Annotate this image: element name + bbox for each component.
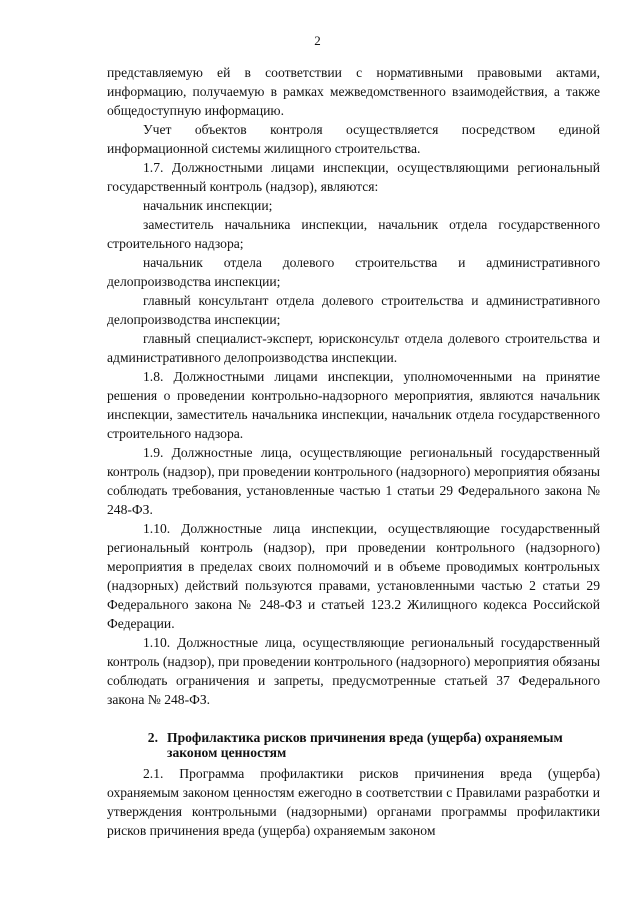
- paragraph: представляемую ей в соответствии с нормативными правовыми актами, информацию, получаемую в рамках межведомственного взаимодействия, а также общедоступную информацию.: [107, 65, 600, 118]
- paragraph-1-7: 1.7. Должностными лицами инспекции, осуществляющими региональный государственный контроль (надзор), являются:: [107, 160, 600, 194]
- paragraph-1-10-second: 1.10. Должностные лица, осуществляющие региональный государственный контроль (надзор), при проведении контрольного (надзорного) мероприятия обязаны соблюдать ограничения и запреты, предусмотренные статьей 37 Федерального закона № 248-ФЗ.: [107, 635, 600, 707]
- list-item: заместитель начальника инспекции, начальник отдела государственного строительного надзора;: [107, 217, 600, 251]
- list-item: главный консультант отдела долевого строительства и административного делопроизводства инспекции;: [107, 293, 600, 327]
- section-title-line: Профилактика рисков причинения вреда (ущерба) охраняемым: [167, 730, 563, 745]
- list-item: главный специалист-эксперт, юрисконсульт отдела долевого строительства и административного делопроизводства инспекции.: [107, 331, 600, 365]
- paragraph-2-1: 2.1. Программа профилактики рисков причинения вреда (ущерба) охраняемым законом ценностям ежегодно в соответствии с Правилами разработки и утверждения контрольными (надзорными) органами программы профилактики рисков причинения вреда (ущерба) охраняемым законом: [107, 766, 600, 838]
- paragraph: Учет объектов контроля осуществляется посредством единой информационной системы жилищного строительства.: [107, 122, 600, 156]
- list-item: начальник отдела долевого строительства и административного делопроизводства инспекции;: [107, 255, 600, 289]
- paragraph-1-9: 1.9. Должностные лица, осуществляющие региональный государственный контроль (надзор), при проведении контрольного (надзорного) мероприятия обязаны соблюдать требования, установленные частью 1 статьи 29 Федерального закона № 248-ФЗ.: [107, 445, 600, 517]
- section-number: 2.: [147, 730, 158, 745]
- section-title: [167, 730, 600, 760]
- section-title-line: законом ценностям: [167, 745, 287, 760]
- section-heading: [107, 730, 600, 760]
- document-body: [107, 63, 600, 840]
- paragraph-1-8: 1.8. Должностными лицами инспекции, уполномоченными на принятие решения о проведении контрольно-надзорного мероприятия, являются начальник инспекции, заместитель начальника инспекции, начальник отдела государственного строительного надзора.: [107, 369, 600, 441]
- paragraph-1-10: 1.10. Должностные лица инспекции, осуществляющие государственный региональный контроль (надзор), при проведении контрольного (надзорного) мероприятия в пределах своих полномочий и в объеме проводимых контрольных (надзорных) действий пользуются правами, установленными частью 2 статьи 29 Федерального закона № 248-ФЗ и статьей 123.2 Жилищного кодекса Российской Федерации.: [107, 521, 600, 631]
- list-item: начальник инспекции;: [143, 198, 273, 213]
- page-number: 2: [314, 33, 321, 48]
